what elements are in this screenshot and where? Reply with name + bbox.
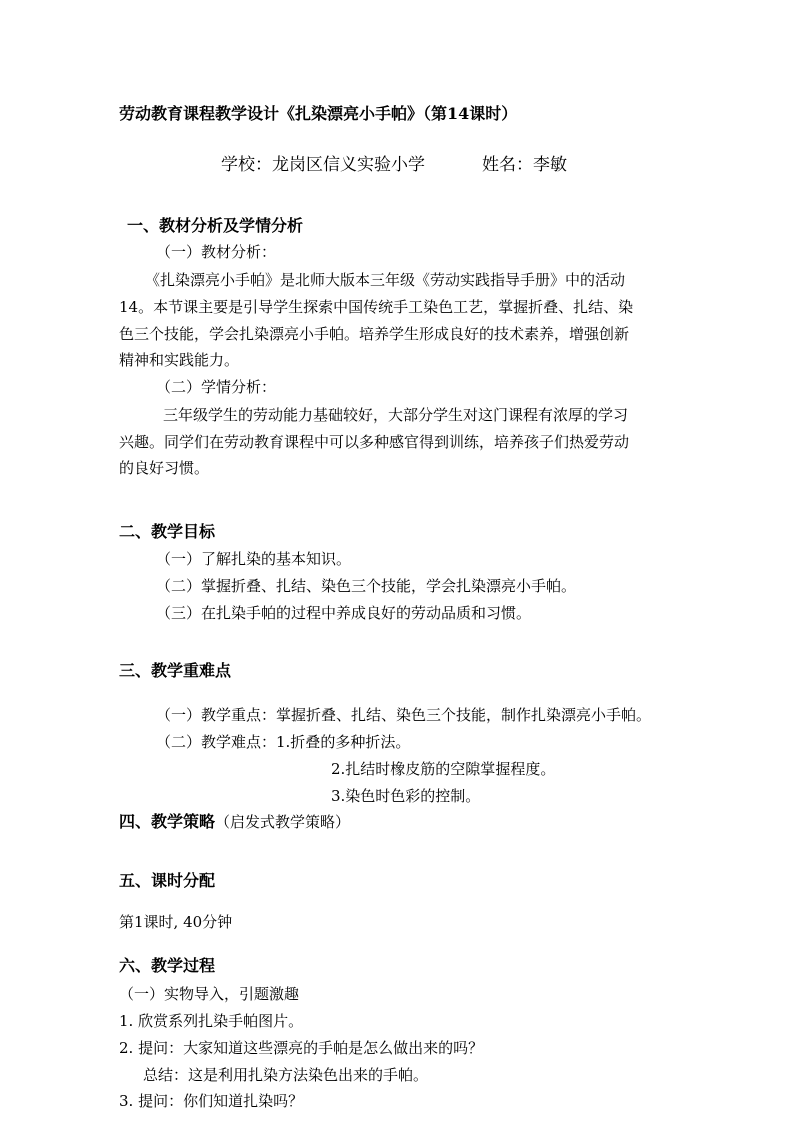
section-4-heading: 四、教学策略 [119, 812, 216, 831]
process-item: 1. 欣赏系列扎染手帕图片。 [119, 1012, 304, 1030]
process-item: 2. 提问：大家知道这些漂亮的手帕是怎么做出来的吗？ [119, 1039, 484, 1057]
author-name: 姓名：李敏 [482, 155, 567, 175]
section-2-heading: 二、教学目标 [119, 522, 216, 541]
section-4-note: （启发式教学策略） [215, 813, 351, 831]
section-1-sub-1: （一）教材分析： [156, 243, 277, 261]
difficulty-item: 3.染色时色彩的控制。 [331, 787, 481, 805]
section-6-heading: 六、教学过程 [119, 956, 216, 975]
paragraph-line: 14。本节课主要是引导学生探索中国传统手工染色工艺，掌握折叠、扎结、染 [119, 298, 634, 316]
section-6-sub-1: （一）实物导入，引题激趣 [119, 985, 300, 1003]
document-title: 劳动教育课程教学设计《扎染漂亮小手帕》（第14课时） [119, 104, 518, 123]
school-line: 学校：龙岗区信义实验小学 [221, 155, 425, 175]
key-point: （一）教学重点：掌握折叠、扎结、染色三个技能，制作扎染漂亮小手帕。 [156, 706, 652, 724]
paragraph-line: 的良好习惯。 [119, 459, 210, 477]
paragraph-line: 色三个技能，学会扎染漂亮小手帕。培养学生形成良好的技术素养，增强创新 [119, 325, 630, 343]
class-hours: 第1课时, 40分钟 [119, 913, 233, 931]
goal-item: （二）掌握折叠、扎结、染色三个技能，学会扎染漂亮小手帕。 [156, 577, 577, 595]
process-item: 总结：这是利用扎染方法染色出来的手帕。 [143, 1066, 429, 1084]
difficulty-item: （二）教学难点：1.折叠的多种折法。 [156, 733, 411, 751]
paragraph-line: 兴趣。同学们在劳动教育课程中可以多种感官得到训练，培养孩子们热爱劳动 [119, 433, 630, 451]
goal-item: （三）在扎染手帕的过程中养成良好的劳动品质和习惯。 [156, 604, 532, 622]
paragraph-line: 精神和实践能力。 [119, 351, 240, 369]
section-3-heading: 三、教学重难点 [119, 661, 232, 680]
paragraph-line: 三年级学生的劳动能力基础较好，大部分学生对这门课程有浓厚的学习 [163, 406, 629, 424]
section-1-heading: 一、教材分析及学情分析 [127, 216, 304, 235]
paragraph-line: 《扎染漂亮小手帕》是北师大版本三年级《劳动实践指导手册》中的活动 [145, 271, 626, 289]
process-item: 3. 提问：你们知道扎染吗？ [119, 1092, 304, 1110]
section-1-sub-2: （二）学情分析： [156, 378, 277, 396]
section-5-heading: 五、课时分配 [119, 871, 216, 890]
section-4-line [119, 812, 350, 832]
goal-item: （一）了解扎染的基本知识。 [156, 550, 352, 568]
difficulty-item: 2.扎结时橡皮筋的空隙掌握程度。 [331, 760, 556, 778]
